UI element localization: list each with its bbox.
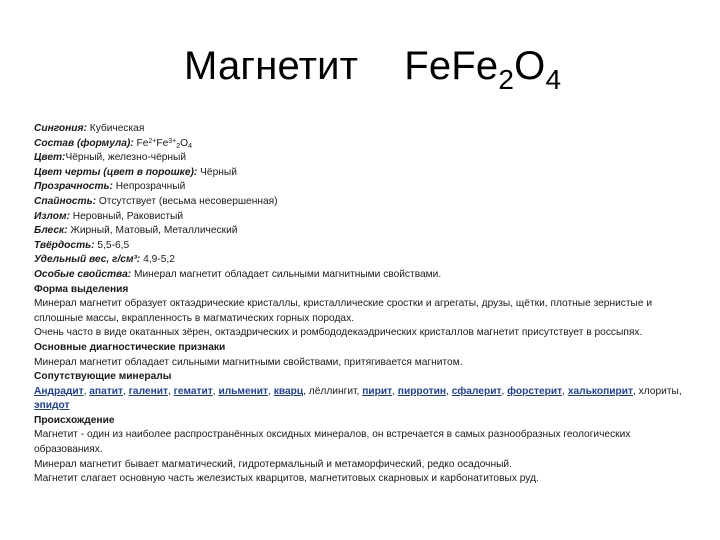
prop-label: Излом: <box>34 210 70 222</box>
mineral-description <box>34 122 694 487</box>
prop-density <box>34 253 694 268</box>
prop-value: Кубическая <box>89 123 145 134</box>
mineral-link: хлориты <box>638 385 679 397</box>
prop-value: Чёрный <box>200 166 237 178</box>
prop-value: Жирный, Матовый, Металлический <box>70 225 238 237</box>
formula-part: Fe <box>136 137 149 149</box>
mineral-link[interactable]: Андрадит <box>34 385 84 397</box>
prop-value <box>137 138 193 149</box>
prop-hardness <box>34 239 694 254</box>
section-heading-form: Форма выделения <box>34 283 129 295</box>
prop-luster <box>34 224 694 239</box>
mineral-link[interactable]: сфалерит <box>451 385 502 397</box>
prop-label: Твёрдость: <box>34 239 95 251</box>
mineral-link: лёллингит <box>308 385 357 397</box>
mineral-link[interactable]: кварц <box>273 385 304 397</box>
section-heading-associated: Сопутствующие минералы <box>34 371 172 383</box>
origin-paragraph: Минерал магнетит бывает магматический, гидротермальный и метаморфический, редко осадочный. <box>34 458 512 470</box>
prop-value: Чёрный, железно-чёрный <box>65 152 187 164</box>
form-paragraph: Минерал магнетит образует октаэдрические кристаллы, кристаллические сростки и агрегаты, друзы, щётки, плотные зернистые и сплошные массы, вкрапленность в магматических горных породах. <box>34 298 653 324</box>
mineral-link[interactable]: пирит <box>362 385 393 397</box>
section-heading-diagnostics: Основные диагностические признаки <box>34 341 226 353</box>
formula-subscript: 2 <box>498 64 515 95</box>
prop-streak <box>34 166 694 181</box>
mineral-link[interactable]: форстерит <box>507 385 563 397</box>
formula-part: FeFe <box>404 44 499 88</box>
formula-subscript: 2 <box>176 142 181 150</box>
section-heading-origin: Происхождение <box>34 414 115 426</box>
formula-part: O <box>514 44 546 88</box>
mineral-link[interactable]: апатит <box>89 385 123 397</box>
formula-part: O <box>180 137 189 149</box>
mineral-link[interactable]: ильменит <box>218 385 269 397</box>
prop-value: Отсутствует (весьма несовершенная) <box>98 195 278 207</box>
prop-label: Спайность: <box>34 195 97 207</box>
slide-title <box>184 44 562 95</box>
diagnostics-paragraph: Минерал магнетит обладает сильными магнитными свойствами, притягивается магнитом. <box>34 356 463 368</box>
prop-label: Состав (формула): <box>34 137 134 149</box>
formula-subscript: 4 <box>188 142 193 150</box>
prop-value: Неровный, Раковистый <box>72 210 184 222</box>
prop-special <box>34 268 694 283</box>
mineral-link[interactable]: пирротин <box>397 385 447 397</box>
form-paragraph: Очень часто в виде окатанных зёрен, октаэдрических и ромбододекаэдрических кристаллов магнетит присутствует в россыпях. <box>34 327 643 339</box>
prop-cleavage <box>34 195 694 210</box>
prop-color <box>34 151 694 166</box>
prop-label: Цвет: <box>34 152 66 164</box>
prop-transparency <box>34 180 694 195</box>
formula-subscript: 4 <box>545 64 562 95</box>
prop-syngony <box>34 122 694 137</box>
prop-label: Цвет черты (цвет в порошке): <box>34 166 198 178</box>
origin-paragraph: Магнетит слагает основную часть железистых кварцитов, магнетитовых скарновых и карбонатитовых руд. <box>34 473 539 485</box>
formula-superscript: 2+ <box>148 137 157 145</box>
prop-label: Блеск: <box>34 225 68 237</box>
prop-value: 4,9-5,2 <box>143 254 175 266</box>
prop-label: Особые свойства: <box>34 268 132 280</box>
prop-value: Минерал магнетит обладает сильными магнитными свойствами. <box>133 268 442 280</box>
prop-label: Сингония: <box>34 123 87 134</box>
mineral-name: Магнетит <box>184 44 359 88</box>
mineral-formula <box>404 44 562 95</box>
prop-composition <box>34 137 694 152</box>
prop-label: Удельный вес, г/см³: <box>34 254 141 266</box>
origin-paragraph: Магнетит - один из наиболее распространённых оксидных минералов, он встречается в самых разнообразных геологических образованиях. <box>34 429 631 456</box>
formula-superscript: 3+ <box>168 137 177 145</box>
mineral-link[interactable]: эпидот <box>34 400 70 412</box>
mineral-link[interactable]: халькопирит <box>567 385 633 397</box>
prop-fracture <box>34 210 694 225</box>
formula-part: Fe <box>156 137 169 149</box>
prop-value: 5,5-6,5 <box>97 239 130 251</box>
prop-value: Непрозрачный <box>115 181 186 193</box>
mineral-link[interactable]: гематит <box>173 385 213 397</box>
associated-minerals-list: Андрадит, апатит, галенит, гематит, ильменит, кварц, лёллингит, пирит, пирротин, сфалерит, форстерит, халькопирит, хлориты, эпидот <box>34 385 682 412</box>
mineral-link[interactable]: галенит <box>128 385 168 397</box>
prop-label: Прозрачность: <box>34 181 113 193</box>
